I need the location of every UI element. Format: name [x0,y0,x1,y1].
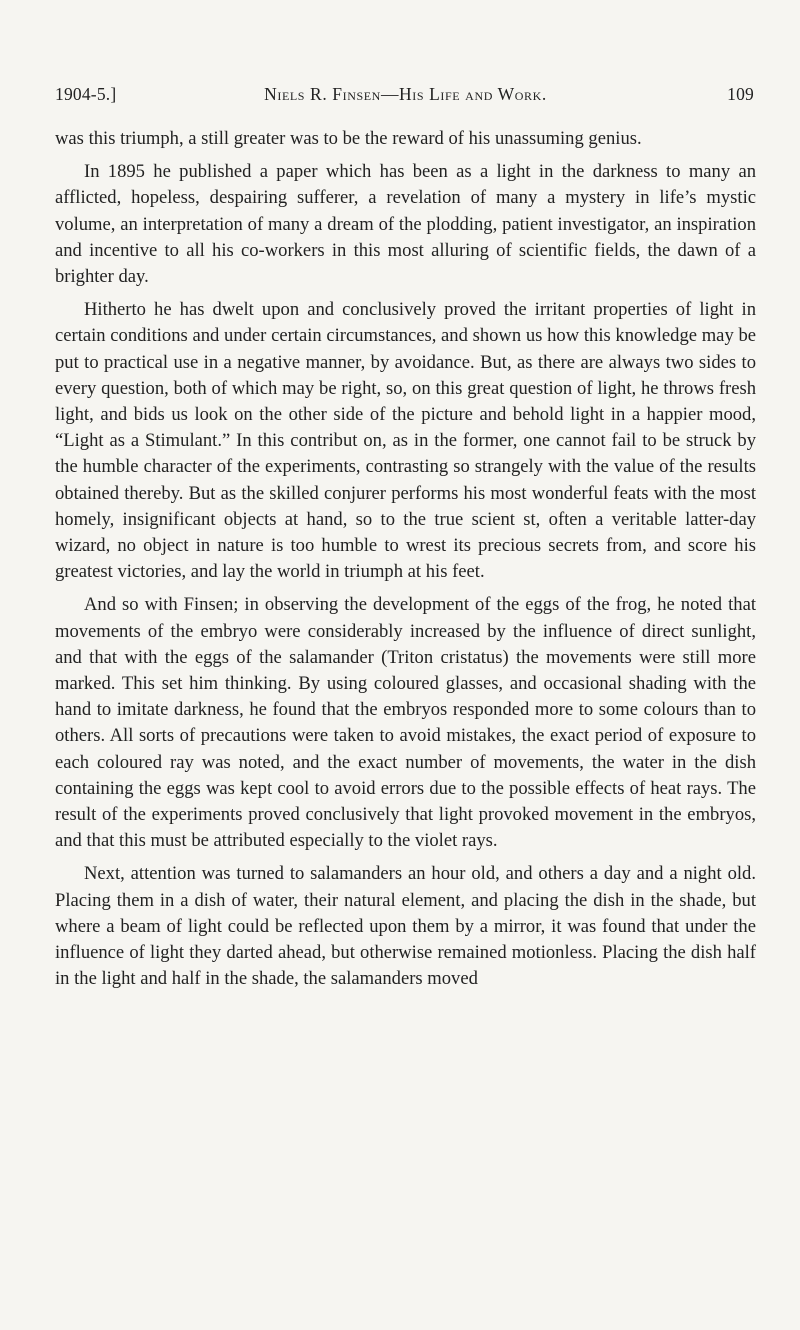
body-text [55,126,756,993]
running-head [55,84,756,112]
page-number: 109 [727,84,754,104]
paragraph-salamanders: Next, attention was turned to salamanders an hour old, and others a day and a night old. Placing them in a dish of water, their natural element, and placing the dish in the shade, but where a beam of light could be reflected upon them by a mirror, it was found that under the influence of light they darted ahead, but otherwise remained motionless. Placing the dish half in the light and half in the shade, the salamanders moved [55,863,756,990]
paragraph-continuation: was this triumph, a still greater was to be the reward of his unassuming genius. [55,128,642,149]
volume-label: 1904-5.] [55,84,117,104]
book-page [55,84,756,1000]
running-title: Niels R. Finsen—His Life and Work. [264,84,547,104]
paragraph-1895-paper: In 1895 he published a paper which has been as a light in the darkness to many an afflicted, hopeless, despairing sufferer, a revelation of many a mystery in life’s mystic volume, an interpretation of many a dream of the plodding, patient investigator, an inspiration and incentive to all his co-workers in this most alluring of scientific fields, the dawn of a brighter day. [55,161,756,288]
paragraph-light-stimulant: Hitherto he has dwelt upon and conclusively proved the irritant properties of light in certain conditions and under certain circumstances, and shown us how this knowledge may be put to practical use in a negative manner, by avoidance. But, as there are always two sides to every question, both of which may be right, so, on this great question of light, he throws fresh light, and bids us look on the other side of the picture and behold light in a happier mood, “Light as a Stimulant.” In this contribut on, as in the former, one cannot fail to be struck by the humble character of the experiments, contrasting so strangely with the value of the results obtained thereby. But as the skilled conjurer performs his most wonderful feats with the most homely, insignificant objects at hand, so to the true scient st, often a veritable latter-day wizard, no object in nature is too humble to wrest its precious secrets from, and score his greatest victories, and lay the world in triumph at his feet. [55,299,756,583]
paragraph-frog-eggs: And so with Finsen; in observing the development of the eggs of the frog, he noted that movements of the embryo were considerably increased by the influence of direct sunlight, and that with the eggs of the salamander (Triton cristatus) the movements were still more marked. This set him thinking. By using coloured glasses, and occasional shading with the hand to imitate darkness, he found that the embryos responded more to some colours than to others. All sorts of precautions were taken to avoid mistakes, the exact period of exposure to each coloured ray was noted, and the exact number of movements, the water in the dish containing the eggs was kept cool to avoid errors due to the possible effects of heat rays. The result of the experiments proved conclusively that light provoked movement in the embryos, and that this must be attributed especially to the violet rays. [55,594,756,852]
